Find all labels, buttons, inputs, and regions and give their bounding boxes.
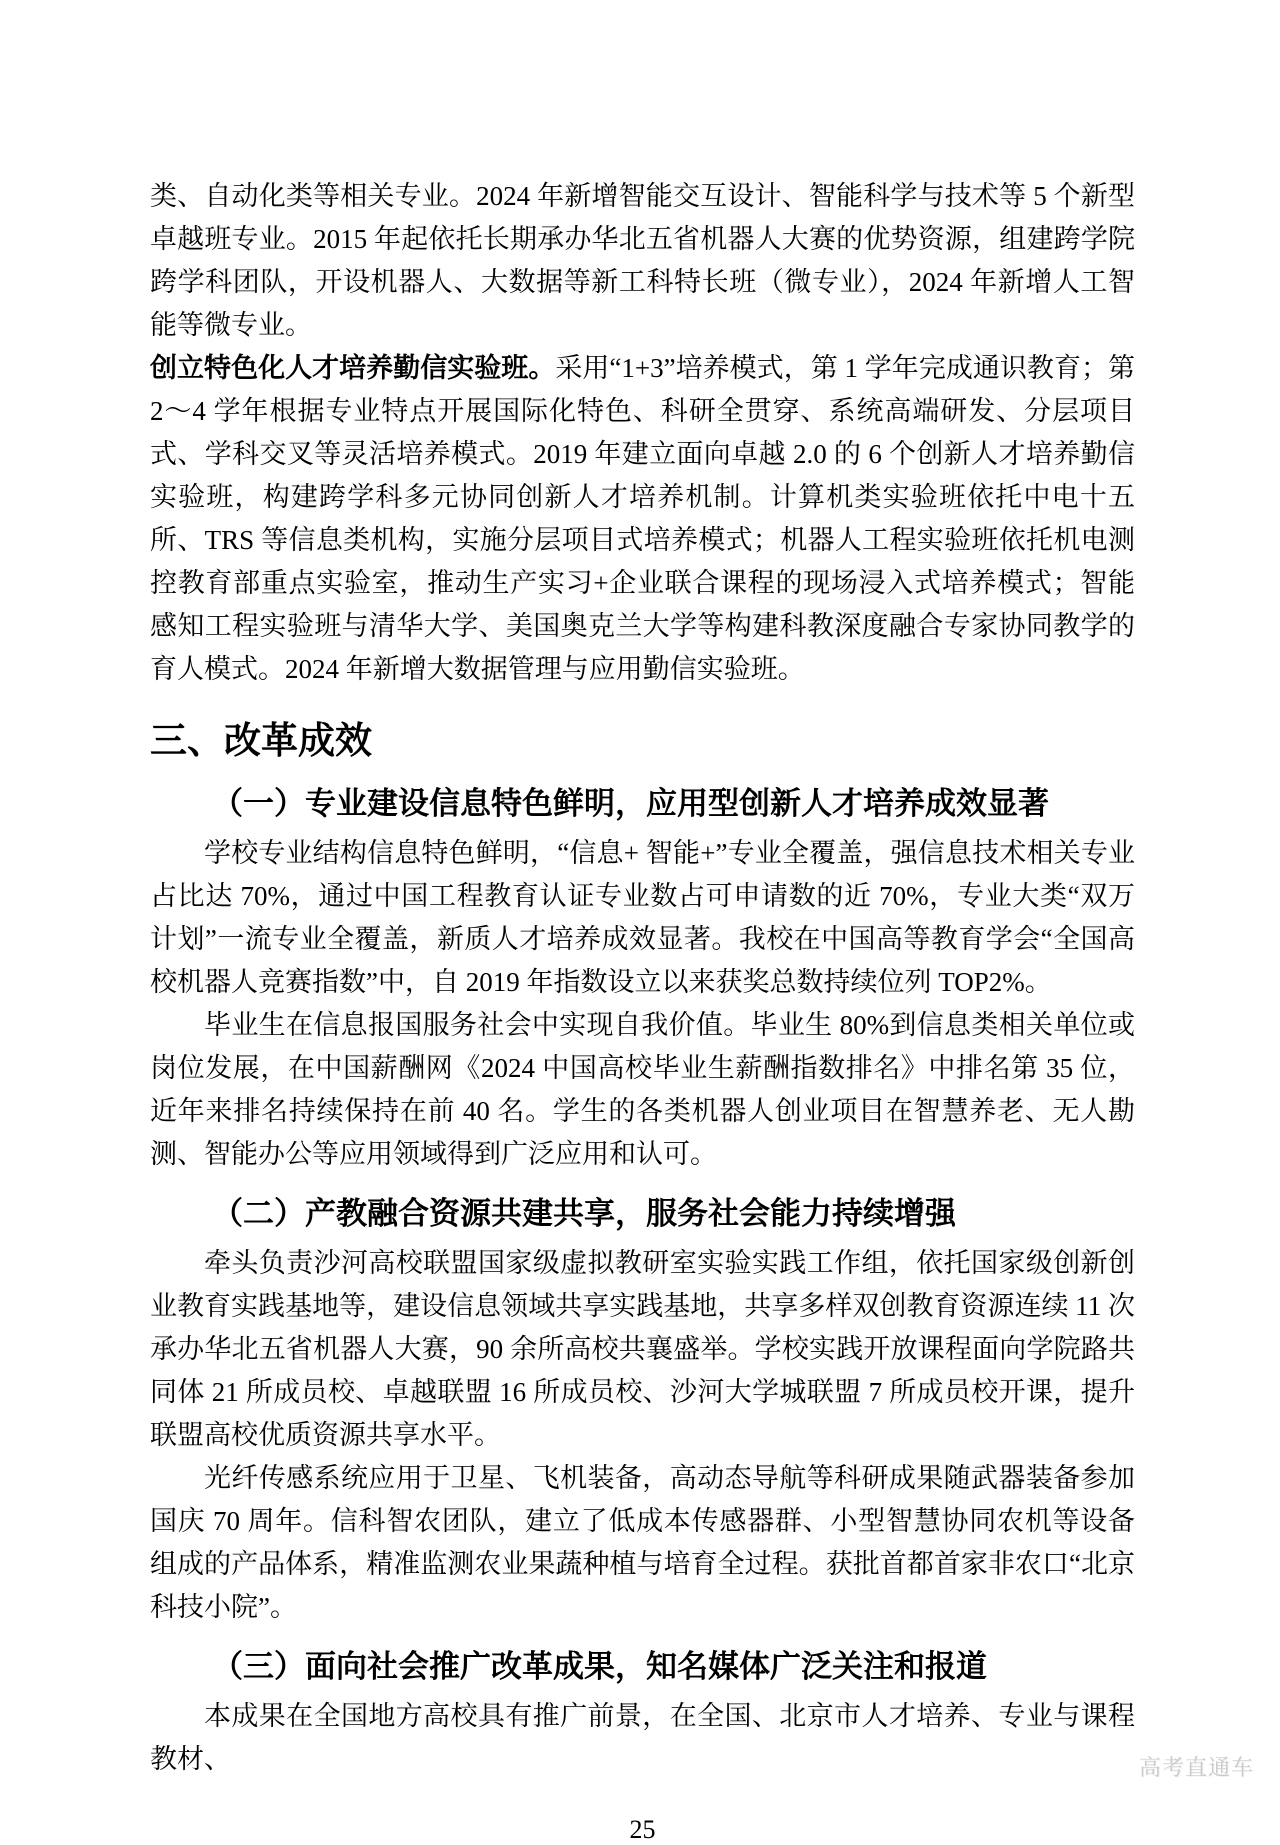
subsection-2-paragraph-2: 光纤传感系统应用于卫星、飞机装备，高动态导航等科研成果随武器装备参加国庆 70 周年。信科智农团队，建立了低成本传感器群、小型智慧协同农机等设备组成的产品体系，精准监测农业果蔬种植与培育全过程。获批首都首家非农口“北京科技小院”。	[150, 1463, 1135, 1622]
paragraph-continuation: 类、自动化类等相关专业。2024 年新增智能交互设计、智能科学与技术等 5 个新型卓越班专业。2015 年起依托长期承办华北五省机器人大赛的优势资源，组建跨学院跨学科团队，开设机器人、大数据等新工科特长班（微专业），2024 年新增人工智能等微专业。	[150, 181, 1135, 340]
subsection-2-title: （二）产教融合资源共建共享，服务社会能力持续增强	[212, 1196, 956, 1231]
subsection-3-paragraph-1: 本成果在全国地方高校具有推广前景，在全国、北京市人才培养、专业与课程教材、	[150, 1701, 1135, 1774]
subsection-1-paragraph-2: 毕业生在信息报国服务社会中实现自我价值。毕业生 80%到信息类相关单位或岗位发展，在中国薪酬网《2024 中国高校毕业生薪酬指数排名》中排名第 35 位，近年来排名持续保持在前 40 名。学生的各类机器人创业项目在智慧养老、无人勘测、智能办公等应用领域得到广泛应用和认可。	[150, 1010, 1135, 1169]
page-number: 25	[629, 1815, 656, 1844]
subsection-1-title: （一）专业建设信息特色鲜明，应用型创新人才培养成效显著	[212, 786, 1049, 821]
section-heading-reform-results: 三、改革成效	[150, 720, 372, 761]
paragraph-lab-class	[150, 347, 1135, 691]
subsection-3-title: （三）面向社会推广改革成果，知名媒体广泛关注和报道	[212, 1649, 987, 1684]
paragraph-lab-class-body: 采用“1+3”培养模式，第 1 学年完成通识教育；第 2～4 学年根据专业特点开展国际化特色、科研全贯穿、系统高端研发、分层项目式、学科交叉等灵活培养模式。2019 年建立面向卓越 2.0 的 6 个创新人才培养勤信实验班，构建跨学科多元协同创新人才培养机制。计算机类实验班依托中电十五所、TRS 等信息类机构，实施分层项目式培养模式；机器人工程实验班依托机电测控教育部重点实验室，推动生产实习+企业联合课程的现场浸入式培养模式；智能感知工程实验班与清华大学、美国奥克兰大学等构建科教深度融合专家协同教学的育人模式。2024 年新增大数据管理与应用勤信实验班。	[150, 353, 1135, 684]
subsection-2-paragraph-1: 牵头负责沙河高校联盟国家级虚拟教研室实验实践工作组，依托国家级创新创业教育实践基地等，建设信息领域共享实践基地，共享多样双创教育资源连续 11 次承办华北五省机器人大赛，90 余所高校共襄盛举。学校实践开放课程面向学院路共同体 21 所成员校、卓越联盟 16 所成员校、沙河大学城联盟 7 所成员校开课，提升联盟高校优质资源共享水平。	[150, 1248, 1135, 1450]
watermark-text: 高考直通车	[1138, 1755, 1254, 1780]
paragraph-lab-class-lead: 创立特色化人才培养勤信实验班。	[150, 353, 556, 383]
subsection-1-paragraph-1: 学校专业结构信息特色鲜明，“信息+ 智能+”专业全覆盖，强信息技术相关专业占比达 70%，通过中国工程教育认证专业数占可申请数的近 70%，专业大类“双万计划”一流专业全覆盖，新质人才培养成效显著。我校在中国高等教育学会“全国高校机器人竞赛指数”中，自 2019 年指数设立以来获奖总数持续位列 TOP2%。	[150, 838, 1135, 997]
